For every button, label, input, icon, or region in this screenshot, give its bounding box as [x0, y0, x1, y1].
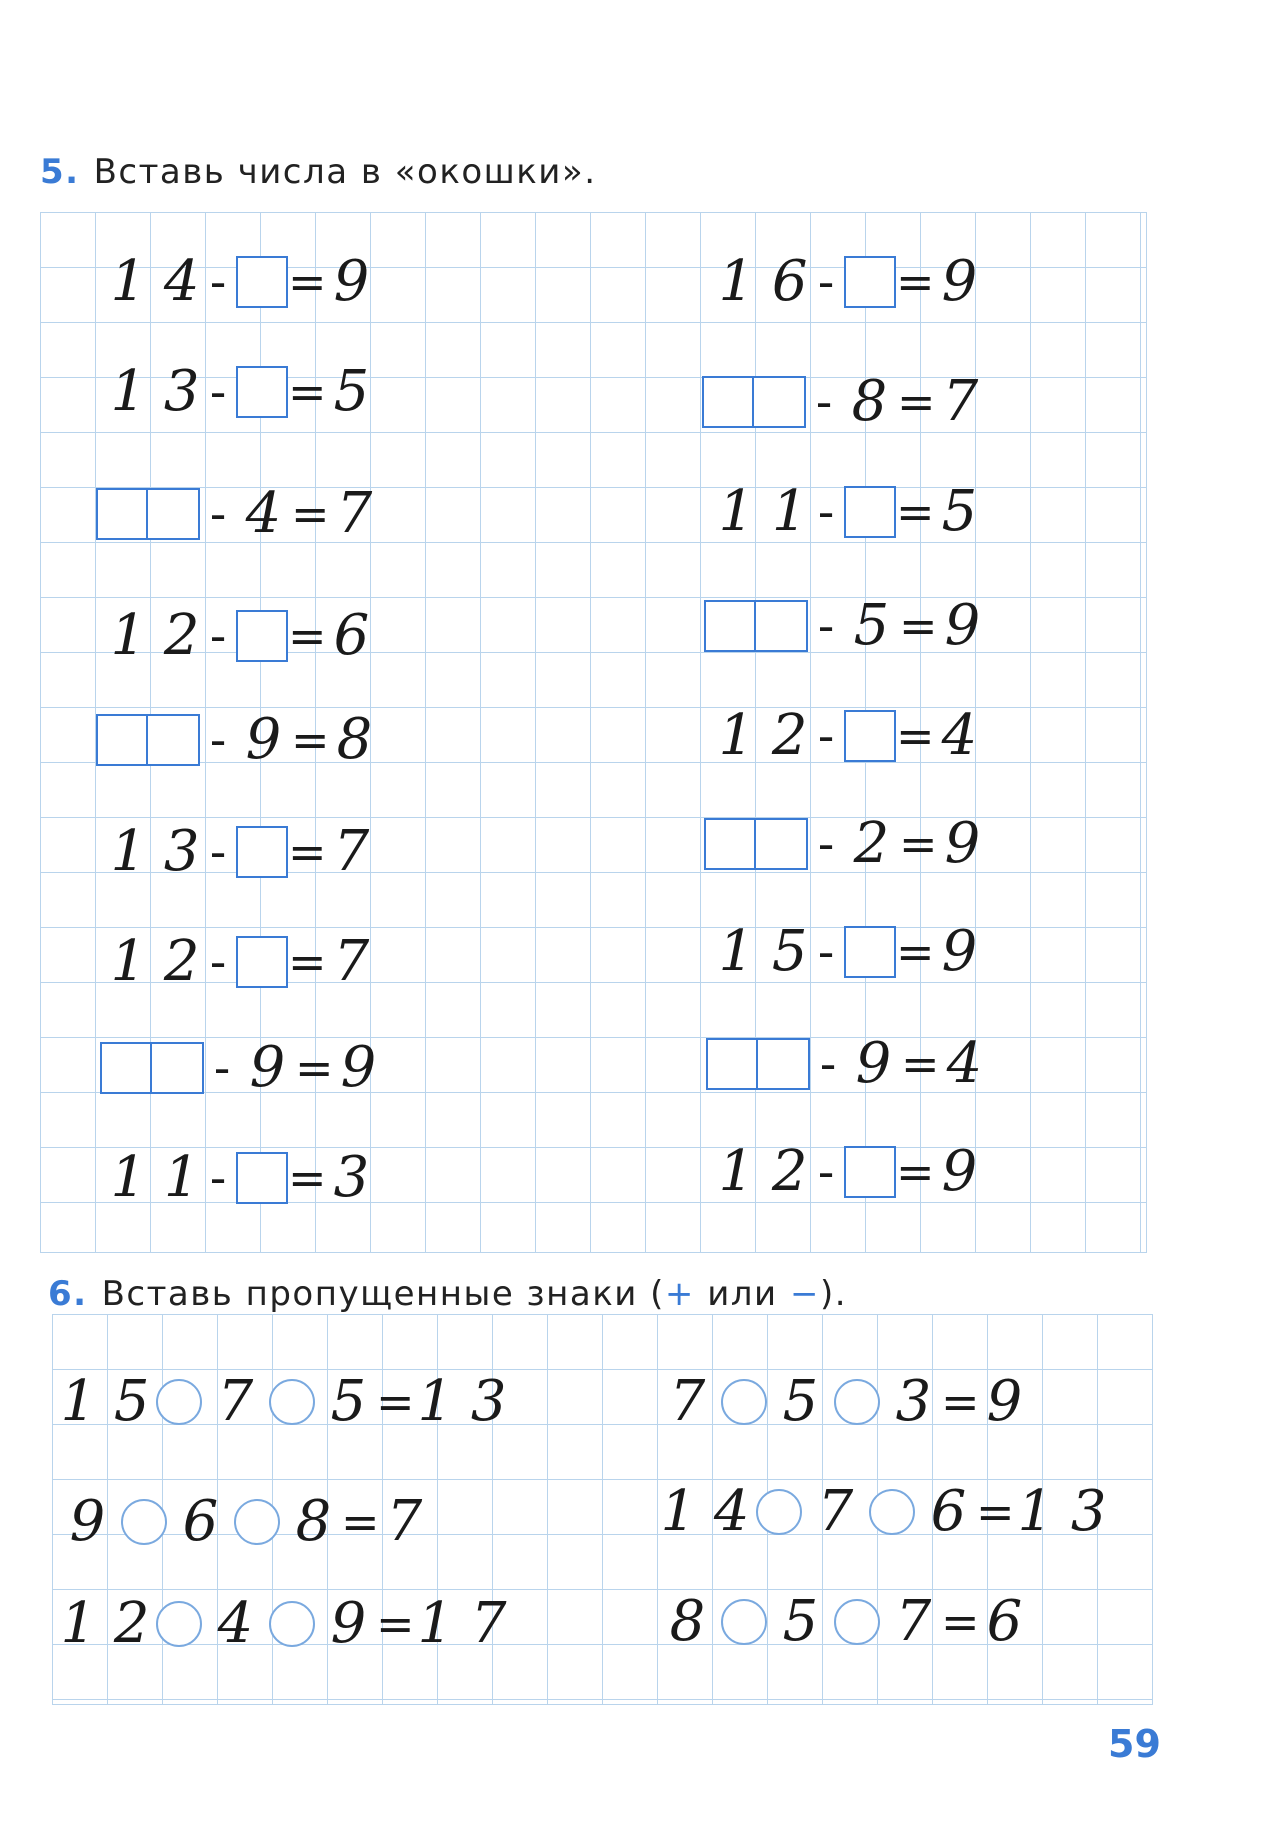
result: 9: [340, 1035, 377, 1100]
task-6-equation-right-1: [660, 1369, 1032, 1434]
result: 1 7: [417, 1591, 507, 1656]
result: 7: [336, 481, 373, 546]
sign-circle[interactable]: [234, 1499, 280, 1545]
result: 5: [941, 479, 978, 544]
task-6-instruction-prefix: Вставь пропущенные знаки (: [101, 1274, 665, 1314]
answer-box[interactable]: [236, 366, 288, 418]
equals-sign: =: [901, 1037, 940, 1091]
minuend: 1 2: [718, 703, 808, 768]
minuend: 1 1: [110, 1145, 200, 1210]
task-5-equation-left-9: [110, 1145, 379, 1210]
minus-sign: -: [209, 609, 227, 663]
task-5-equation-left-5: [96, 707, 382, 772]
equals-sign: =: [896, 485, 935, 539]
sign-circle[interactable]: [834, 1379, 880, 1425]
subtrahend: 9: [245, 707, 282, 772]
minus-sign: -: [209, 935, 227, 989]
sign-circle[interactable]: [269, 1601, 315, 1647]
answer-box-double[interactable]: [702, 376, 806, 428]
task-5-equation-right-1: [718, 249, 987, 314]
minuend: 1 2: [110, 929, 200, 994]
equals-sign: =: [897, 375, 936, 429]
task-5-equation-right-3: [718, 479, 987, 544]
result: 7: [386, 1489, 423, 1554]
answer-box-double[interactable]: [704, 600, 808, 652]
result: 9: [941, 1139, 978, 1204]
task-5-equation-left-6: [110, 819, 379, 884]
result: 4: [946, 1031, 983, 1096]
minus-sign: -: [209, 713, 227, 767]
minuend: 1 4: [110, 249, 200, 314]
equals-sign: =: [288, 825, 327, 879]
minus-sign: -: [817, 599, 835, 653]
task-5-equation-left-8: [100, 1035, 386, 1100]
task-5-number: 5.: [40, 152, 80, 192]
answer-box[interactable]: [844, 926, 896, 978]
minus-sign: -: [817, 485, 835, 539]
task-6-header: [48, 1274, 847, 1314]
result: 9: [333, 249, 370, 314]
equals-sign: =: [341, 1495, 380, 1549]
answer-box[interactable]: [236, 256, 288, 308]
equals-sign: =: [288, 1151, 327, 1205]
equals-sign: =: [941, 1375, 980, 1429]
sign-circle[interactable]: [721, 1379, 767, 1425]
page-number: 59: [1108, 1722, 1161, 1766]
operand-b: 6: [182, 1489, 219, 1554]
or-label: или: [694, 1274, 790, 1314]
equals-sign: =: [376, 1375, 415, 1429]
result: 1 3: [1017, 1479, 1107, 1544]
equals-sign: =: [896, 255, 935, 309]
minus-sign: -: [209, 365, 227, 419]
minus-sign: -: [817, 1145, 835, 1199]
subtrahend: 9: [855, 1031, 892, 1096]
minus-sign: -: [817, 817, 835, 871]
task-6-number: 6.: [48, 1274, 88, 1314]
task-5-equation-right-9: [718, 1139, 987, 1204]
minus-sign: -: [213, 1041, 231, 1095]
task-5-equation-right-7: [718, 919, 987, 984]
sign-circle[interactable]: [834, 1599, 880, 1645]
result: 9: [944, 593, 981, 658]
operand-a: 1 2: [60, 1591, 150, 1656]
task-6-equation-right-3: [660, 1589, 1032, 1654]
operand-b: 5: [782, 1589, 819, 1654]
sign-circle[interactable]: [721, 1599, 767, 1645]
equals-sign: =: [941, 1595, 980, 1649]
sign-circle[interactable]: [156, 1379, 202, 1425]
minuend: 1 3: [110, 359, 200, 424]
subtrahend: 9: [249, 1035, 286, 1100]
minus-sign: -: [209, 1151, 227, 1205]
minus-sign: -: [819, 1037, 837, 1091]
equals-sign: =: [896, 709, 935, 763]
minuend: 1 2: [110, 603, 200, 668]
answer-box[interactable]: [844, 486, 896, 538]
equals-sign: =: [899, 599, 938, 653]
sign-circle[interactable]: [269, 1379, 315, 1425]
operand-c: 8: [295, 1489, 332, 1554]
operand-b: 5: [782, 1369, 819, 1434]
result: 9: [941, 249, 978, 314]
result: 7: [333, 819, 370, 884]
operand-c: 3: [895, 1369, 932, 1434]
minus-sign: -: [817, 255, 835, 309]
task-6-instruction-suffix: ).: [819, 1274, 848, 1314]
answer-box-double[interactable]: [706, 1038, 810, 1090]
task-5-equation-right-6: [704, 811, 990, 876]
answer-box-double[interactable]: [100, 1042, 204, 1094]
task-5-equation-left-1: [110, 249, 379, 314]
task-6-equation-left-1: [60, 1369, 512, 1434]
equals-sign: =: [295, 1041, 334, 1095]
result: 4: [941, 703, 978, 768]
task-5-equation-right-4: [704, 593, 990, 658]
sign-circle[interactable]: [121, 1499, 167, 1545]
equals-sign: =: [896, 925, 935, 979]
result: 6: [986, 1589, 1023, 1654]
sign-circle[interactable]: [156, 1601, 202, 1647]
answer-box-double[interactable]: [96, 488, 200, 540]
plus-sign-label: +: [664, 1274, 695, 1314]
minus-sign: -: [209, 487, 227, 541]
result: 9: [986, 1369, 1023, 1434]
operand-c: 7: [895, 1589, 932, 1654]
task-5-equation-right-5: [718, 703, 987, 768]
task-5-equation-left-7: [110, 929, 379, 994]
equals-sign: =: [288, 365, 327, 419]
minus-sign: -: [815, 375, 833, 429]
result: 7: [942, 369, 979, 434]
minuend: 1 5: [718, 919, 808, 984]
operand-b: 4: [217, 1591, 254, 1656]
answer-box[interactable]: [236, 936, 288, 988]
task-6-equation-left-3: [60, 1591, 512, 1656]
answer-box[interactable]: [844, 1146, 896, 1198]
equals-sign: =: [376, 1597, 415, 1651]
minuend: 1 1: [718, 479, 808, 544]
result: 7: [333, 929, 370, 994]
answer-box[interactable]: [844, 256, 896, 308]
operand-a: 8: [669, 1589, 706, 1654]
task-5-equation-left-3: [96, 481, 382, 546]
minus-sign-label: −: [789, 1274, 820, 1314]
sign-circle[interactable]: [869, 1489, 915, 1535]
task-5-instruction: Вставь числа в «окошки».: [93, 152, 597, 192]
answer-box[interactable]: [236, 826, 288, 878]
task-5-equation-right-8: [706, 1031, 992, 1096]
result: 3: [333, 1145, 370, 1210]
equals-sign: =: [896, 1145, 935, 1199]
task-5-equation-right-2: [702, 369, 988, 434]
equals-sign: =: [288, 609, 327, 663]
minus-sign: -: [817, 709, 835, 763]
answer-box[interactable]: [236, 1152, 288, 1204]
task-6-equation-left-2: [60, 1489, 432, 1554]
sign-circle[interactable]: [756, 1489, 802, 1535]
result: 5: [333, 359, 370, 424]
operand-b: 7: [217, 1369, 254, 1434]
equals-sign: =: [288, 935, 327, 989]
subtrahend: 4: [245, 481, 282, 546]
task-6-equation-right-2: [660, 1479, 1112, 1544]
minuend: 1 6: [718, 249, 808, 314]
subtrahend: 2: [853, 811, 890, 876]
result: 1 3: [417, 1369, 507, 1434]
result: 9: [944, 811, 981, 876]
operand-a: 7: [669, 1369, 706, 1434]
operand-a: 1 5: [60, 1369, 150, 1434]
task-5-equation-left-4: [110, 603, 379, 668]
equals-sign: =: [288, 255, 327, 309]
minus-sign: -: [209, 255, 227, 309]
minuend: 1 3: [110, 819, 200, 884]
operand-c: 9: [330, 1591, 367, 1656]
minus-sign: -: [209, 825, 227, 879]
answer-box[interactable]: [844, 710, 896, 762]
subtrahend: 5: [853, 593, 890, 658]
operand-a: 1 4: [660, 1479, 750, 1544]
minuend: 1 2: [718, 1139, 808, 1204]
result: 8: [336, 707, 373, 772]
task-5-equation-left-2: [110, 359, 379, 424]
operand-c: 6: [930, 1479, 967, 1544]
subtrahend: 8: [851, 369, 888, 434]
result: 9: [941, 919, 978, 984]
equals-sign: =: [291, 713, 330, 767]
minus-sign: -: [817, 925, 835, 979]
equals-sign: =: [291, 487, 330, 541]
equals-sign: =: [976, 1485, 1015, 1539]
answer-box-double[interactable]: [96, 714, 200, 766]
result: 6: [333, 603, 370, 668]
task-5-header: [40, 152, 597, 192]
operand-b: 7: [817, 1479, 854, 1544]
operand-c: 5: [330, 1369, 367, 1434]
answer-box[interactable]: [236, 610, 288, 662]
answer-box-double[interactable]: [704, 818, 808, 870]
operand-a: 9: [69, 1489, 106, 1554]
equals-sign: =: [899, 817, 938, 871]
